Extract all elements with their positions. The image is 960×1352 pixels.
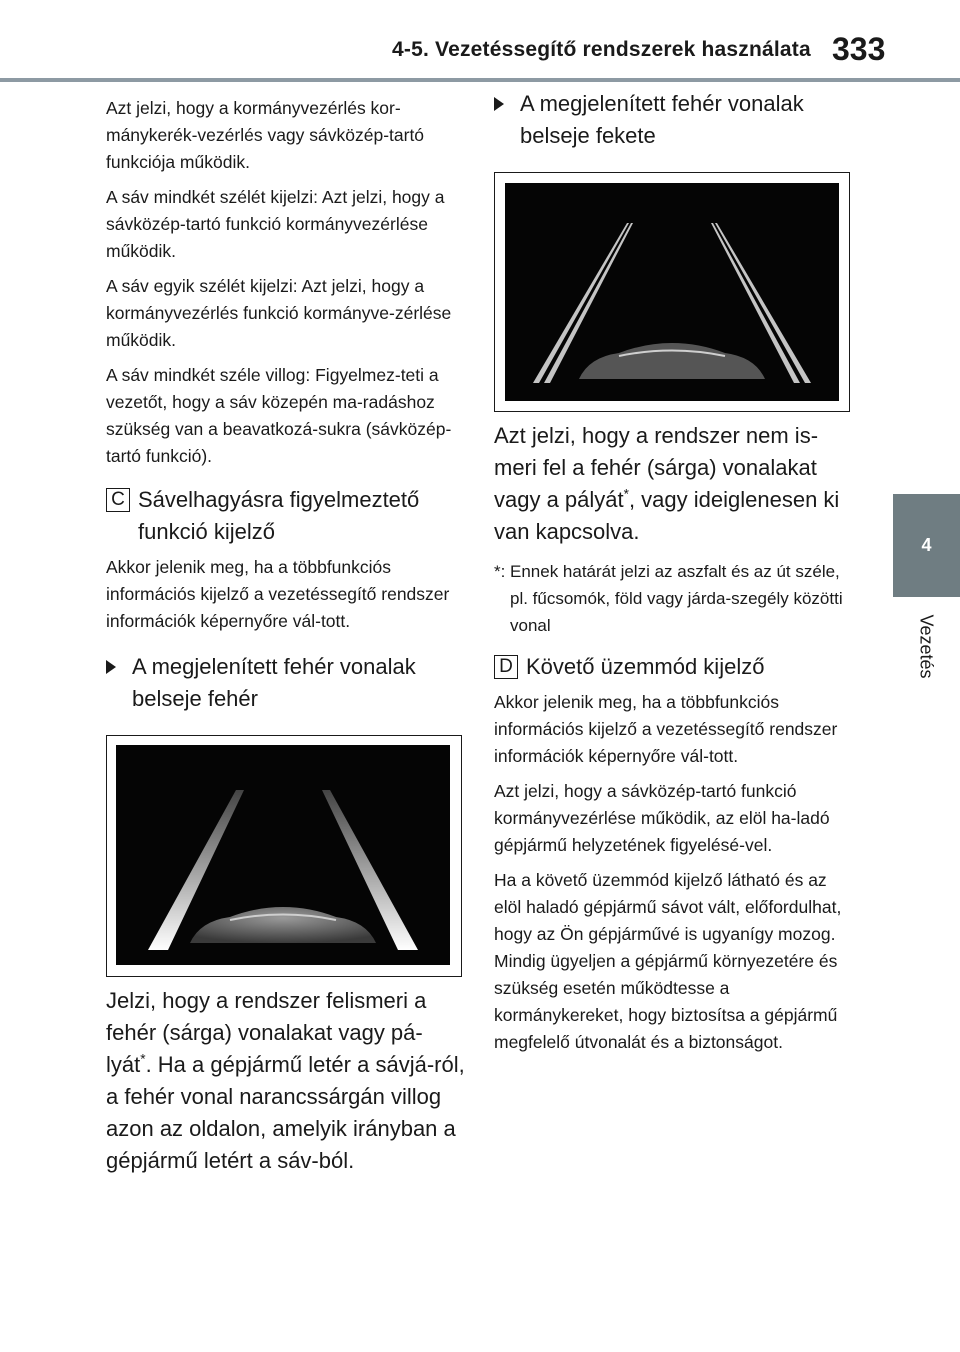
paragraph: A sáv mindkét széle villog: Figyelmez-teti a vezetőt, hogy a sáv közepén ma-radáshoz szükség van a beavatkozá-sukra (sávközép-tartó funkció). (106, 365, 452, 466)
paragraph-part: , vagy ideiglenesen ki van kapcsolva. (494, 487, 840, 544)
paragraph: A sáv mindkét szélét kijelzi: Azt jelzi, hogy a sávközép-tartó funkció kormányvezérlése működik. (106, 187, 445, 261)
section-badge: C (106, 488, 130, 512)
footnote-marker: * (140, 1051, 146, 1067)
section-heading-c (106, 484, 466, 548)
bullet-text: A megjelenített fehér vonalak belseje fehér (132, 654, 416, 711)
triangle-bullet-icon (106, 660, 116, 674)
chapter-label-text: Vezetés (916, 613, 937, 679)
paragraph-part: Azt jelzi, hogy a rendszer nem is-meri fel a fehér (sárga) vonalakat vagy a pályát (494, 423, 819, 512)
footnote-mark: *: (494, 562, 506, 581)
chapter-tab (893, 494, 960, 597)
paragraph: Akkor jelenik meg, ha a többfunkciós információs kijelző a vezetéssegítő rendszer információk képernyőre vál-tott. (106, 557, 450, 631)
page-number: 333 (832, 31, 886, 67)
paragraph: Azt jelzi, hogy a kormányvezérlés kor-mánykerék-vezérlés vagy sávközép-tartó funkciója működik. (106, 98, 425, 172)
paragraph (106, 985, 466, 1177)
paragraph-part: Jelzi, hogy a rendszer felismeri a fehér (sárga) vonalakat vagy pá-lyát (106, 988, 427, 1077)
section-heading-text: Követő üzemmód kijelző (526, 654, 765, 679)
footnote (494, 558, 854, 639)
paragraph-part: . Ha a gépjármű letér a sávjá-ról, a fehér vonal narancssárgán villog azon az oldalon, amelyik irányban a gépjármű letért a sáv-ból. (106, 1052, 465, 1173)
lane-display-icon (116, 745, 450, 965)
bullet-text: A megjelenített fehér vonalak belseje fekete (520, 91, 804, 148)
header-rule (0, 78, 960, 82)
display-illustration-black (494, 172, 850, 412)
triangle-bullet-icon (494, 97, 504, 111)
paragraph: A sáv egyik szélét kijelzi: Azt jelzi, hogy a kormányvezérlés funkció kormányve-zérlése működik. (106, 276, 452, 350)
paragraph: Akkor jelenik meg, ha a többfunkciós információs kijelző a vezetéssegítő rendszer információk képernyőre vál-tott. (494, 692, 838, 766)
bullet-item (106, 651, 466, 715)
left-column (106, 95, 466, 1177)
paragraph: Ha a követő üzemmód kijelző látható és az elöl haladó gépjármű sávot vált, előfordulhat, hogy az Ön gépjárművé is ugyanígy mozog. Mindig ügyeljen a gépjármű környezetére és szükség esetén működtesse a kormánykereket, hogy biztosítsa a gépjármű megfelelő útvonalát és a biztonságot. (494, 870, 842, 1052)
lane-display-icon (505, 183, 839, 401)
paragraph (494, 420, 854, 548)
footnote-marker: * (623, 486, 629, 502)
bullet-item (494, 88, 854, 152)
footnote-text: Ennek határát jelzi az aszfalt és az út széle, pl. fűcsomók, föld vagy járda-szegély közötti vonal (510, 562, 843, 635)
right-column (494, 88, 854, 1064)
section-heading-text: Sávelhagyásra figyelmeztető funkció kijelző (138, 487, 420, 544)
section-heading-d (494, 651, 854, 683)
section-badge: D (494, 655, 518, 679)
chapter-number: 4 (921, 535, 932, 555)
paragraph: Azt jelzi, hogy a sávközép-tartó funkció kormányvezérlése működik, az elöl ha-ladó gépjármű helyzetének figyelésé-vel. (494, 781, 830, 855)
chapter-label (893, 600, 960, 692)
display-illustration-white (106, 735, 462, 977)
section-title: 4-5. Vezetéssegítő rendszerek használata (392, 38, 811, 61)
